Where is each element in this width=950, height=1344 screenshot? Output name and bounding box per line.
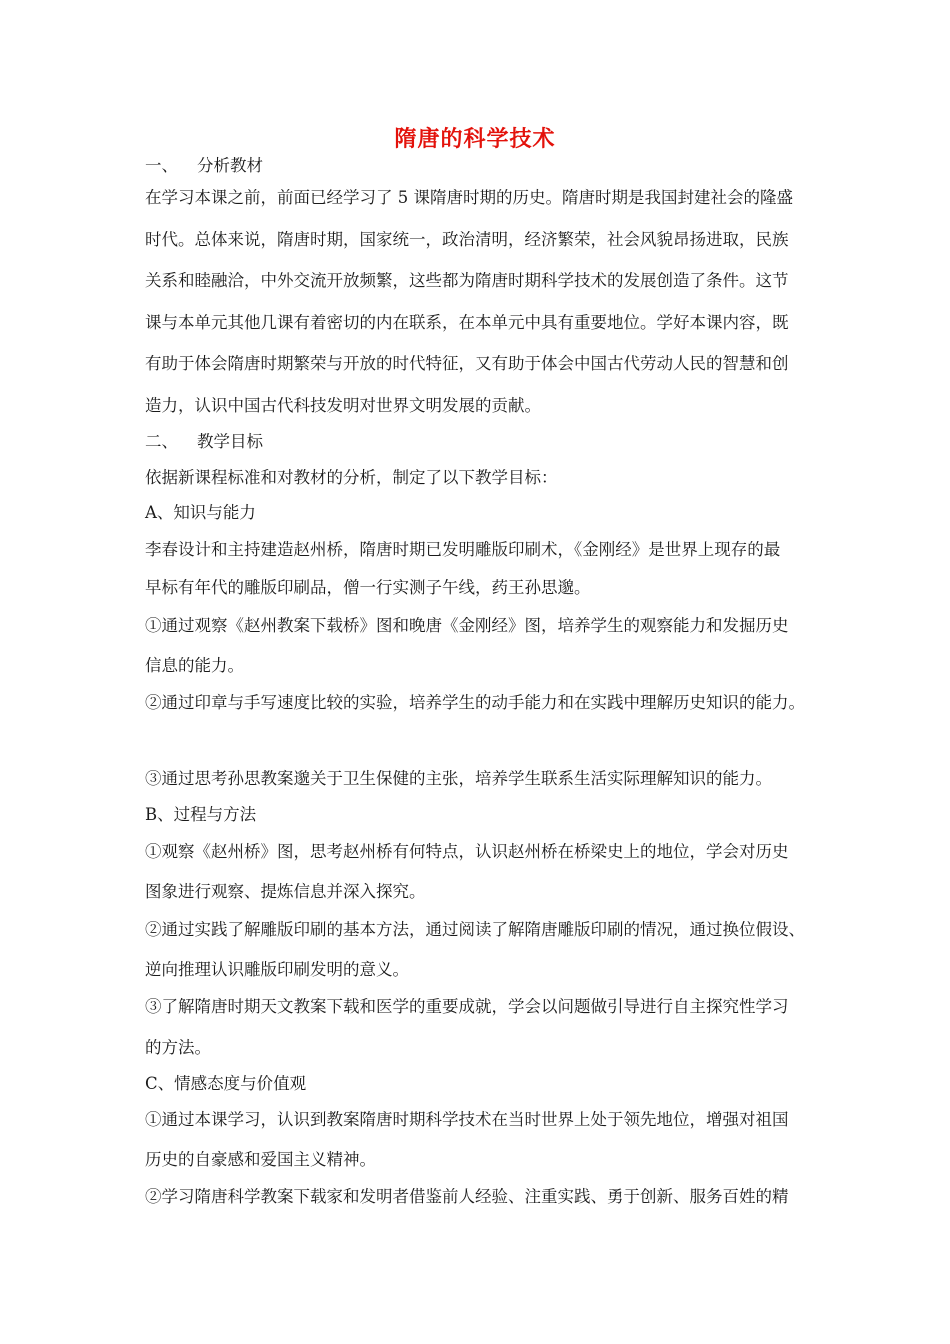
subsection-heading: C、情感态度与价值观 (145, 1074, 307, 1093)
subsection-heading: B、过程与方法 (145, 805, 257, 824)
list-item: ②学习隋唐科学教案下载家和发明者借鉴前人经验、注重实践、勇于创新、服务百姓的精 (145, 1187, 789, 1206)
paragraph-line: 图象进行观察、提炼信息并深入探究。 (145, 882, 426, 901)
paragraph-line: 造力，认识中国古代科技发明对世界文明发展的贡献。 (145, 396, 541, 415)
paragraph-line: 依据新课程标准和对教材的分析，制定了以下教学目标： (145, 468, 558, 487)
paragraph-line: 李春设计和主持建造赵州桥，隋唐时期已发明雕版印刷术，《金刚经》是世界上现存的最 (145, 540, 781, 559)
paragraph-line: 在学习本课之前，前面已经学习了 5 课隋唐时期的历史。隋唐时期是我国封建社会的隆盛 (145, 188, 793, 207)
paragraph-line: 逆向推理认识雕版印刷发明的意义。 (145, 960, 409, 979)
list-item: ①通过本课学习，认识到教案隋唐时期科学技术在当时世界上处于领先地位，增强对祖国 (145, 1110, 789, 1129)
paragraph-line: 有助于体会隋唐时期繁荣与开放的时代特征，又有助于体会中国古代劳动人民的智慧和创 (145, 354, 789, 373)
list-item: ③了解隋唐时期天文教案下载和医学的重要成就，学会以问题做引导进行自主探究性学习 (145, 997, 789, 1016)
list-item: ①观察《赵州桥》图，思考赵州桥有何特点，认识赵州桥在桥梁史上的地位，学会对历史 (145, 842, 789, 861)
paragraph-line: 的方法。 (145, 1038, 211, 1057)
list-item: ②通过实践了解雕版印刷的基本方法，通过阅读了解隋唐雕版印刷的情况，通过换位假设、 (145, 920, 805, 939)
subsection-heading: A、知识与能力 (145, 503, 256, 522)
paragraph-line: 关系和睦融洽，中外交流开放频繁，这些都为隋唐时期科学技术的发展创造了条件。这节 (145, 271, 789, 290)
document-title: 隋唐的科学技术 (394, 127, 556, 152)
paragraph-line: 信息的能力。 (145, 656, 244, 675)
paragraph-line: 历史的自豪感和爱国主义精神。 (145, 1150, 376, 1169)
section-number: 二、 (145, 432, 178, 451)
paragraph-line: 早标有年代的雕版印刷品，僧一行实测子午线，药王孙思邈。 (145, 578, 591, 597)
list-item: ①通过观察《赵州教案下载桥》图和晚唐《金刚经》图，培养学生的观察能力和发掘历史 (145, 616, 789, 635)
paragraph-line: 课与本单元其他几课有着密切的内在联系，在本单元中具有重要地位。学好本课内容，既 (145, 313, 789, 332)
section-heading-objectives (145, 431, 825, 453)
section-heading-analysis (145, 155, 825, 177)
section-label: 分析教材 (197, 156, 263, 175)
paragraph-line: 时代。总体来说，隋唐时期，国家统一，政治清明，经济繁荣，社会风貌昂扬进取，民族 (145, 230, 789, 249)
section-number: 一、 (145, 156, 178, 175)
section-label: 教学目标 (197, 432, 263, 451)
list-item: ③通过思考孙思教案邈关于卫生保健的主张，培养学生联系生活实际理解知识的能力。 (145, 769, 772, 788)
list-item: ②通过印章与手写速度比较的实验，培养学生的动手能力和在实践中理解历史知识的能力。 (145, 693, 805, 712)
